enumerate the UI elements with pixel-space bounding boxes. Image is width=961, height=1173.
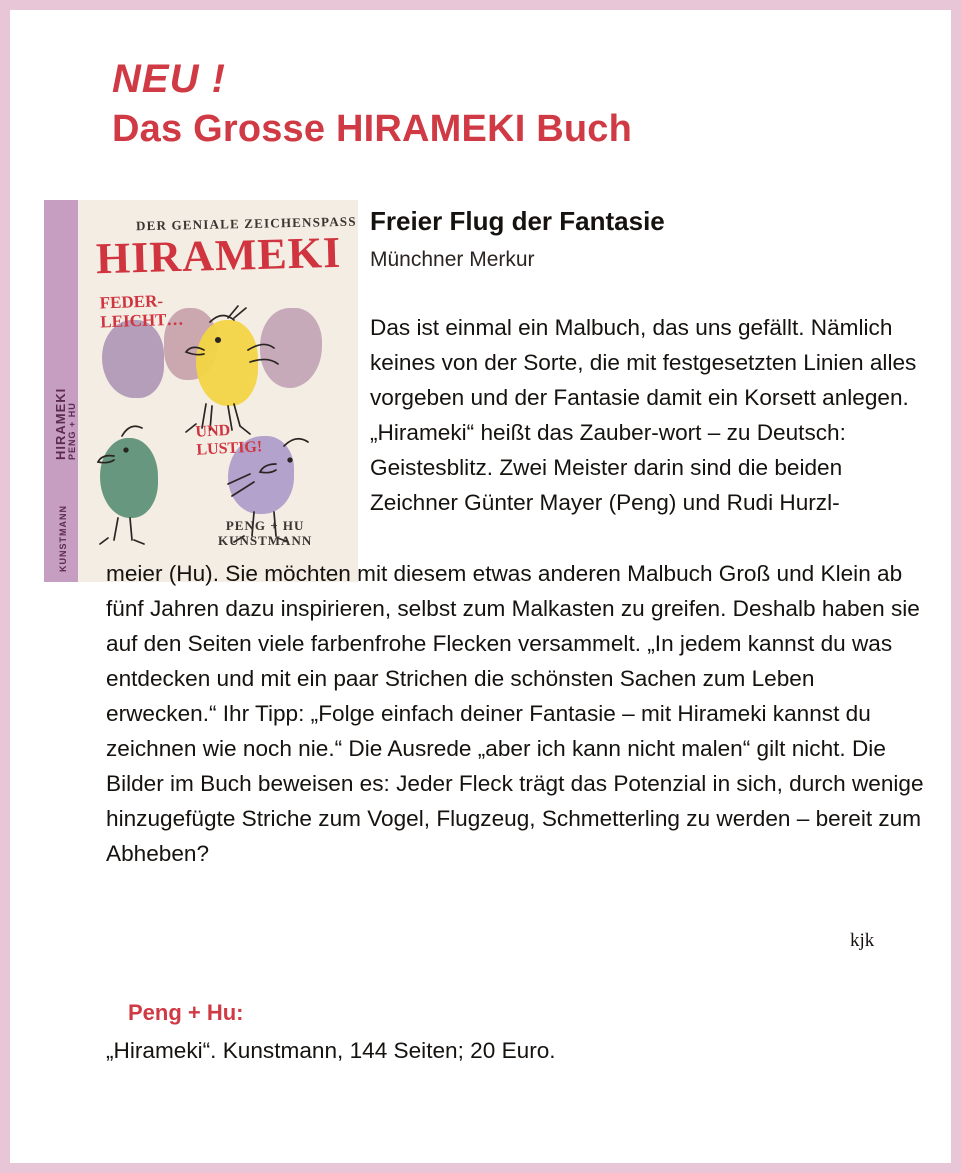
review-body-full-text: meier (Hu). Sie möchten mit diesem etwas anderen Malbuch Groß und Klein ab fünf Jahren dazu inspirieren, selbst zum Malkasten zu greifen. Deshalb haben sie auf den Seiten viele farbenfrohe Flecken versammelt. „In jedem kannst du was entdecken und mit ein paar Strichen die schönsten Sachen zum Leben erwecken.“ Ihr Tipp: „Folge einfach deiner Fantasie – mit Hirameki kannst du zeichnen wie noch nie.“ Die Ausrede „aber ich kann nicht malen“ gilt nicht. Die Bilder im Buch beweisen es: Jeder Fleck trägt das Potenzial in sich, durch wenige hinzugefügte Striche zum Vogel, Flugzeug, Schmetterling zu werden – bereit zum Abheben? xyxy=(106,561,924,866)
book-cover-front xyxy=(78,200,358,582)
cover-tag-lustig: UND LUSTIG! xyxy=(195,421,263,459)
book-cover-image xyxy=(44,200,358,582)
page-title: Das Grosse HIRAMEKI Buch xyxy=(112,108,633,150)
article-inner xyxy=(10,10,951,1163)
cover-title: HIRAMEKI xyxy=(95,227,342,284)
book-cover xyxy=(44,200,358,582)
review-signature: kjk xyxy=(850,930,875,951)
cover-subtitle: DER GENIALE ZEICHENSPASS xyxy=(135,213,357,234)
cover-publisher-authors: PENG + HU xyxy=(225,518,305,533)
book-spine xyxy=(44,200,78,582)
cover-publisher xyxy=(218,518,312,548)
footer-author: Peng + Hu: xyxy=(128,1000,244,1025)
review-headline: Freier Flug der Fantasie xyxy=(370,206,665,236)
review-body-full xyxy=(106,556,926,871)
cover-publisher-name: KUNSTMANN xyxy=(218,533,313,548)
headline-kicker: NEU ! xyxy=(112,57,226,101)
review-body-column-text: Das ist einmal ein Malbuch, das uns gefällt. Nämlich keines von der Sorte, die mit festgesetzten Linien alles vorgeben und der Fantasie damit ein Korsett anlegen. „Hirameki“ heißt das Zauber-wort – zu Deutsch: Geistesblitz. Zwei Meister darin sind die beiden Zeichner Günter Mayer (Peng) und Rudi Hurzl- xyxy=(370,315,917,515)
cover-tag-feder: FEDER- LEICHT… xyxy=(99,291,184,332)
review-body-column xyxy=(370,310,920,520)
spine-title: HIRAMEKI xyxy=(53,387,68,460)
spine-publisher: KUNSTMANN xyxy=(58,505,68,572)
footer-book-meta: „Hirameki“. Kunstmann, 144 Seiten; 20 Euro. xyxy=(106,1038,556,1063)
spine-authors: PENG + HU xyxy=(67,402,77,460)
review-source: Münchner Merkur xyxy=(370,248,535,271)
headline-block xyxy=(112,56,912,152)
